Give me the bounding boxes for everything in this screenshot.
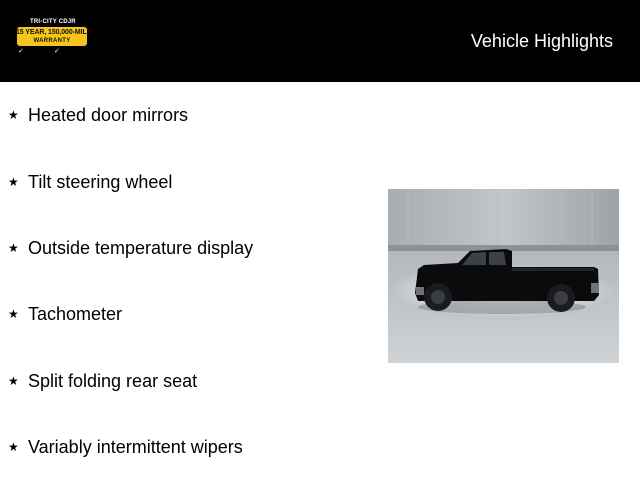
- vehicle-photo: [388, 189, 619, 363]
- feature-item: [8, 103, 188, 127]
- feature-item: [8, 369, 197, 393]
- feature-label: Tilt steering wheel: [28, 172, 173, 192]
- badge-banner: [16, 26, 92, 47]
- feature-label: Variably intermittent wipers: [28, 437, 243, 457]
- feature-item: [8, 302, 122, 326]
- feature-label: Split folding rear seat: [28, 371, 198, 391]
- feature-label: Tachometer: [28, 304, 123, 324]
- badge-warranty-terms: 15 YEAR, 150,000-MILE: [16, 29, 92, 36]
- badge-warranty-label: WARRANTY: [33, 38, 71, 44]
- star-icon: ★: [8, 440, 19, 454]
- header-bar: [0, 0, 640, 82]
- feature-item: [8, 170, 172, 194]
- page-title: Vehicle Highlights: [470, 31, 613, 51]
- star-icon: ★: [8, 175, 19, 189]
- feature-label: Outside temperature display: [28, 238, 254, 258]
- feature-label: Heated door mirrors: [28, 105, 189, 125]
- star-icon: ★: [8, 307, 19, 321]
- feature-item: [8, 236, 253, 260]
- star-icon: ★: [8, 374, 19, 388]
- feature-item: [8, 435, 243, 459]
- star-icon: ★: [8, 241, 19, 255]
- check-icon: ✓: [54, 48, 60, 55]
- star-icon: ★: [8, 108, 19, 122]
- badge-dealer-name: TRI-CITY CDJR: [30, 19, 76, 25]
- check-icon: ✓: [18, 48, 24, 55]
- warranty-badge: [16, 18, 92, 55]
